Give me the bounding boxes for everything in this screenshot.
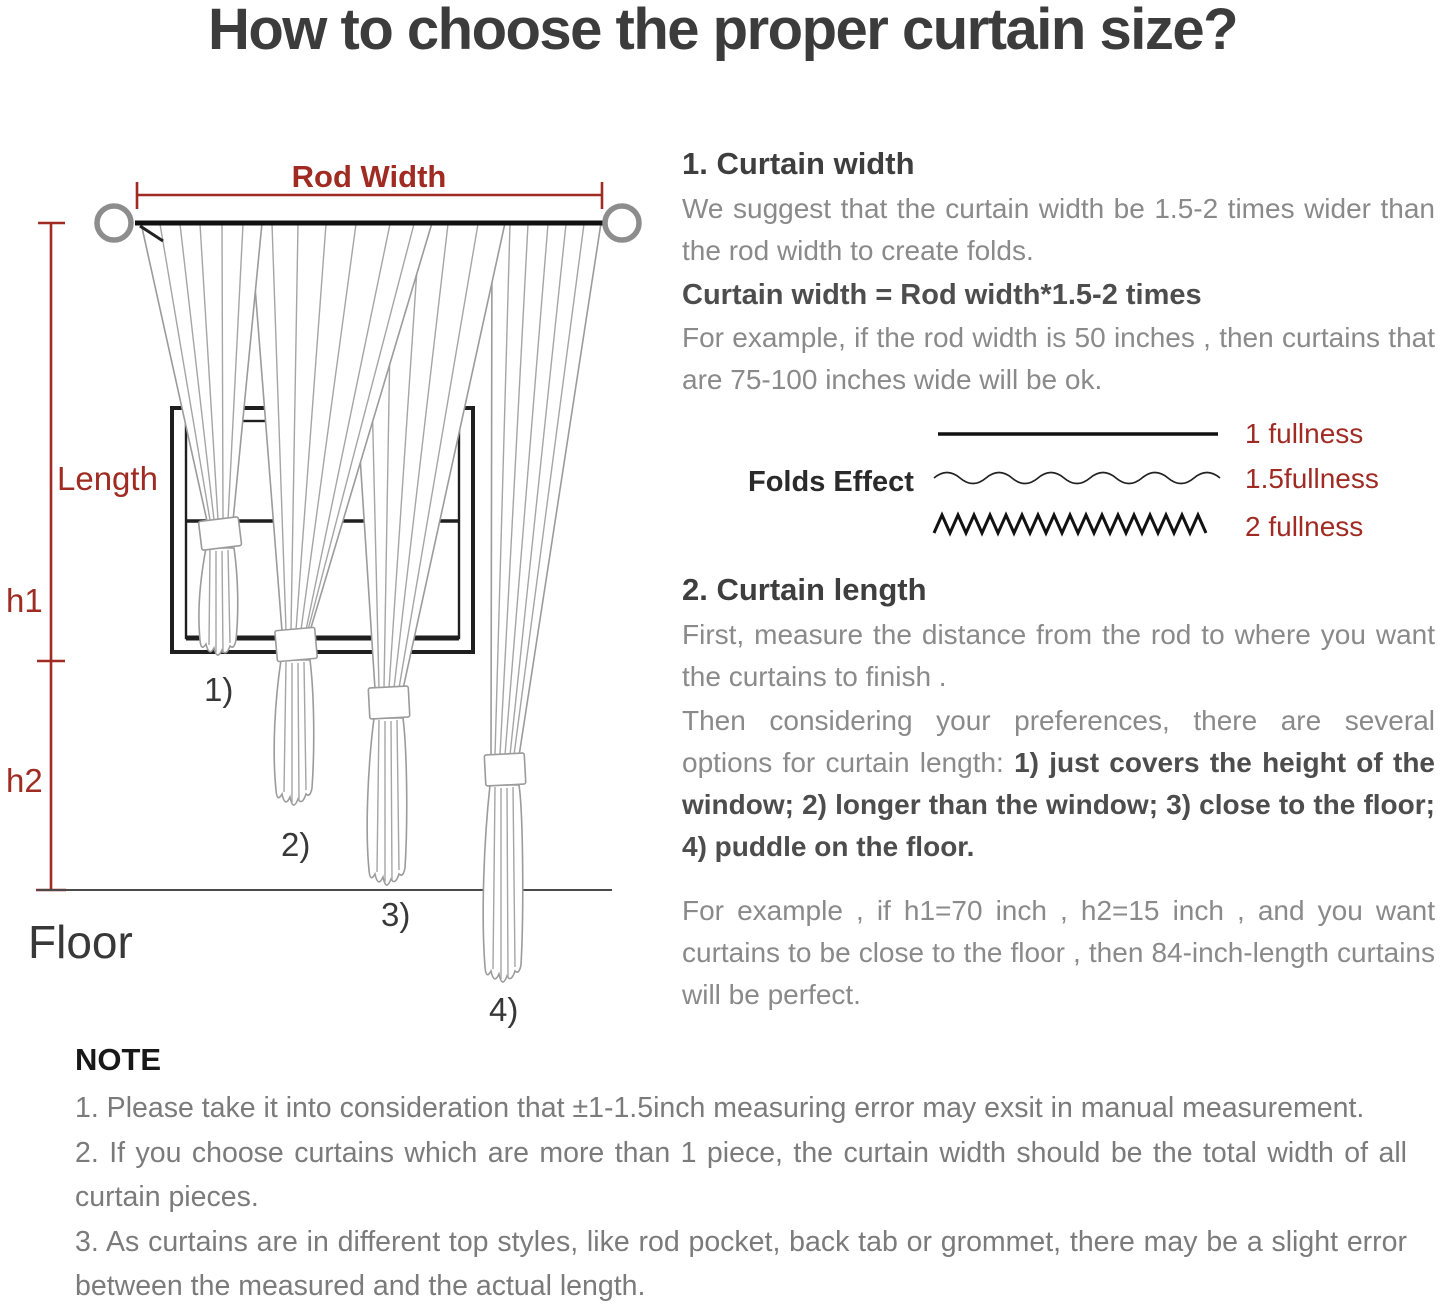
note-heading: NOTE: [75, 1042, 162, 1077]
folds-effect-figure: [682, 408, 1435, 560]
fullness-1-5-wave: [934, 473, 1220, 484]
curtain-3-bundle: [367, 718, 407, 885]
curtain-length-example: For example , if h1=70 inch , h2=15 inch , and you want curtains to be close to the floor , then 84-inch-length curtains will be perfect.: [682, 895, 1435, 1010]
fullness-1-label: 1 fullness: [1245, 418, 1364, 449]
floor-label: Floor: [28, 916, 133, 968]
note-section: [75, 1042, 1407, 1309]
fullness-2-zigzag: [934, 515, 1206, 533]
curtain-4: [483, 223, 601, 982]
curtain-4-bundle: [483, 785, 523, 982]
curtain-width-formula: Curtain width = Rod width*1.5-2 times: [682, 279, 1202, 311]
tieback-3: [368, 686, 410, 719]
length-options-intro: Then considering your preferences, there are several options for curtain length:: [682, 705, 1435, 778]
curtain-4-label: 4): [489, 991, 519, 1028]
fullness-2-label: 2 fullness: [1245, 511, 1364, 542]
note-item-3: 3. As curtains are in different top styles, like rod pocket, back tab or grommet, there may be a slight error between the measured and the actual length.: [75, 1225, 1407, 1302]
curtain-3-label: 3): [381, 896, 411, 933]
length-label: Length: [57, 460, 158, 497]
curtain-width-example: For example, if the rod width is 50 inches , then curtains that are 75-100 inches wide will be ok.: [682, 322, 1435, 395]
tieback-2: [275, 627, 318, 661]
curtain-2-bundle: [274, 660, 314, 805]
instructions-column: [682, 140, 1435, 1040]
page-title: How to choose the proper curtain size?: [207, 0, 1238, 62]
h1-label: h1: [6, 582, 43, 619]
tieback-4: [484, 753, 526, 786]
curtain-length-paragraph-2: [682, 700, 1435, 868]
h2-label: h2: [6, 762, 43, 799]
curtain-1-label: 1): [204, 671, 234, 708]
rod-width-label: Rod Width: [291, 159, 447, 194]
curtain-2-label: 2): [281, 826, 311, 863]
tieback-1: [198, 517, 241, 551]
rod-finial-right: [605, 206, 639, 240]
note-item-1: 1. Please take it into consideration that ±1-1.5inch measuring error may exsit in manual measurement.: [75, 1092, 1365, 1124]
rod-finial-left: [97, 206, 131, 240]
curtain-1: [141, 223, 262, 655]
fullness-1-5-label: 1.5fullness: [1245, 463, 1379, 494]
length-options-bold: 1) just covers the height of the window; 2) longer than the window; 3) close to the floor; 4) puddle on the floor.: [682, 747, 1435, 862]
curtain-length-heading: 2. Curtain length: [682, 572, 927, 607]
curtain-1-bundle: [199, 548, 238, 655]
curtain-measurement-diagram: [0, 140, 680, 1050]
curtain-length-paragraph-1: First, measure the distance from the rod to where you want the curtains to finish .: [682, 619, 1435, 692]
curtain-width-paragraph: We suggest that the curtain width be 1.5-2 times wider than the rod width to create folds.: [682, 193, 1435, 266]
curtain-width-heading: 1. Curtain width: [682, 146, 915, 181]
note-item-2: 2. If you choose curtains which are more than 1 piece, the curtain width should be the total width of all curtain pieces.: [75, 1136, 1407, 1213]
folds-effect-label: Folds Effect: [748, 466, 914, 498]
